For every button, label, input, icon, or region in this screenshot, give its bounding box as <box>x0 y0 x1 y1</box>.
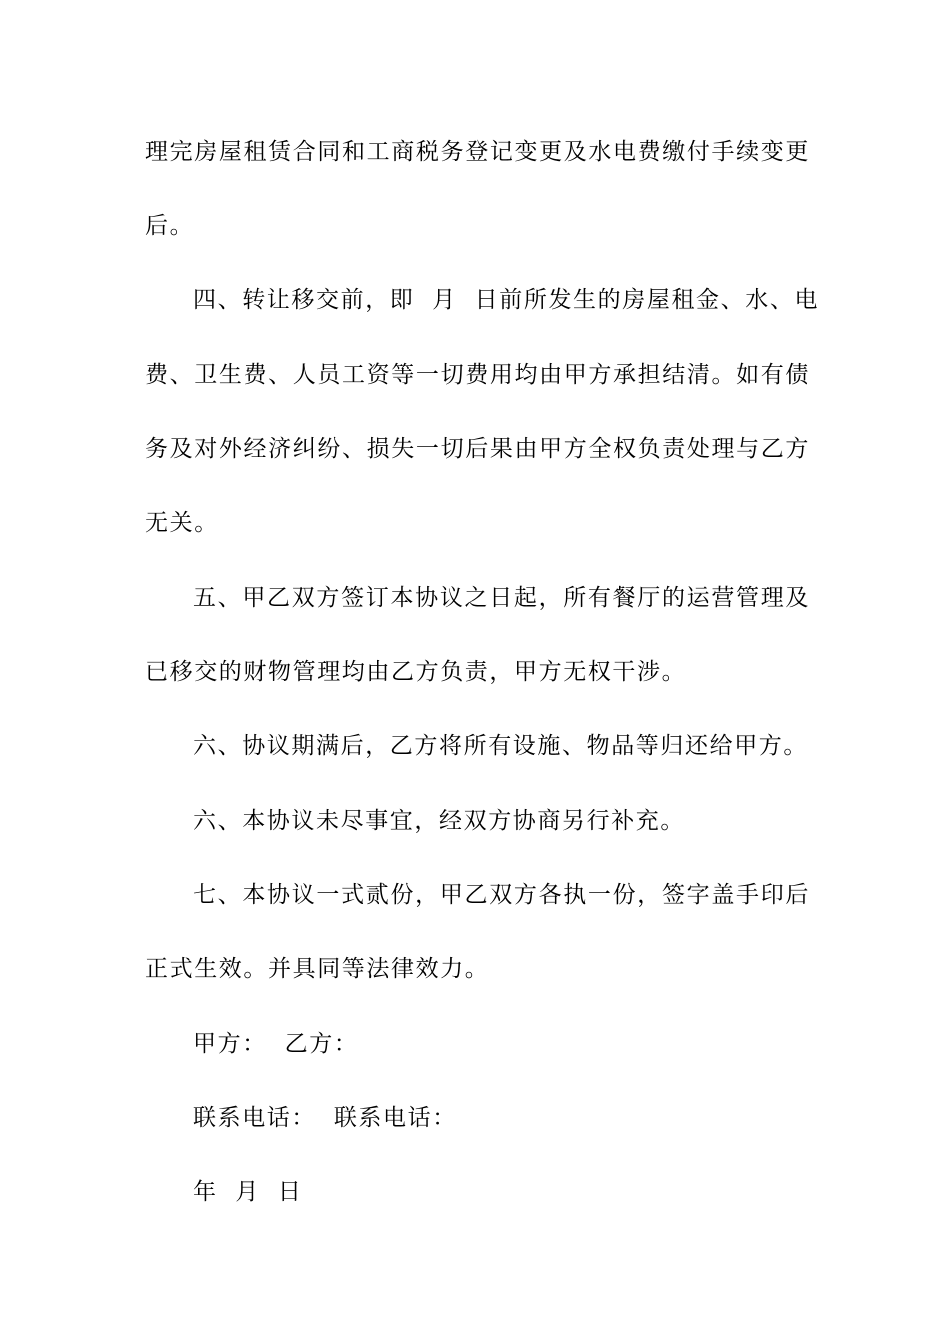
signature-phones: 联系电话： 联系电话： <box>193 1105 457 1131</box>
paragraph-line: 七、本协议一式贰份，甲乙双方各执一份，签字盖手印后 <box>193 882 810 908</box>
paragraph-line: 六、本协议未尽事宜，经双方协商另行补充。 <box>193 808 685 834</box>
paragraph-line: 五、甲乙双方签订本协议之日起，所有餐厅的运营管理及 <box>193 585 810 611</box>
paragraph-line: 理完房屋租赁合同和工商税务登记变更及水电费缴付手续变更 <box>145 139 810 165</box>
signature-parties: 甲方： 乙方： <box>193 1031 359 1057</box>
paragraph-line: 后。 <box>145 213 195 239</box>
paragraph-line: 四、转让移交前，即 月 日前所发生的房屋租金、水、电 <box>193 287 820 313</box>
paragraph-line: 务及对外经济纠纷、损失一切后果由甲方全权负责处理与乙方 <box>145 436 810 462</box>
signature-date: 年 月 日 <box>193 1179 303 1205</box>
paragraph-line: 六、协议期满后，乙方将所有设施、物品等归还给甲方。 <box>193 733 808 759</box>
paragraph-line: 无关。 <box>145 510 219 536</box>
paragraph-line: 已移交的财物管理均由乙方负责，甲方无权干涉。 <box>145 659 687 685</box>
paragraph-line: 费、卫生费、人员工资等一切费用均由甲方承担结清。如有债 <box>145 362 810 388</box>
paragraph-line: 正式生效。并具同等法律效力。 <box>145 956 490 982</box>
